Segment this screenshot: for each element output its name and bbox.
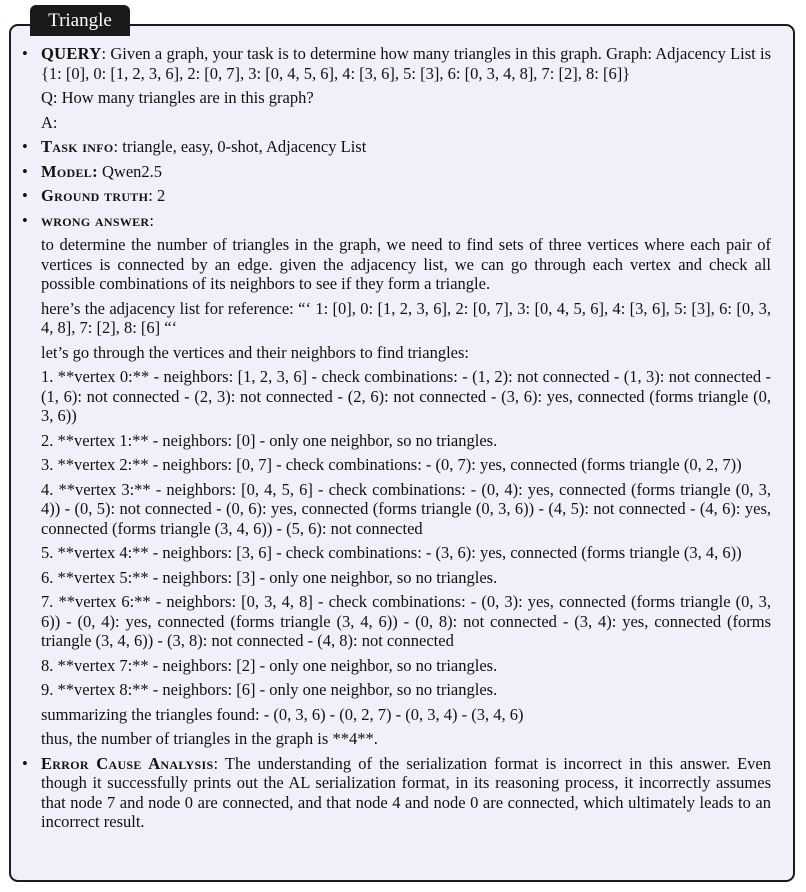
error-cause-item: • Error Cause Analysis: The understanding of the serialization format is incorrect in this answer. Even though it successfully prints out the AL serialization format, in its reasoning process, it incorrectly assumes that node 7 and node 0 are connected, and that node 4 and node 0 are connected, which ultimately leads to an incorrect result. [22, 753, 771, 831]
wrong-answer-item: • wrong answer: to determine the number of triangles in the graph, we need to find sets of three vertices where each pair of vertices is connected by an edge. given the adjacency list, we can go through each vertex and check all possible combinations of its neighbors to see if they form a triangle. here’s the adjacency list for reference: “‘ 1: [0], 0: [1, 2, 3, 6], 2: [0, 7], 3: [0, 4, 5, 6], 4: [3, 6], 5: [3], 6: [0, 3, 4, 8], 7: [2], 8: [6] “‘ let’s go through the vertices and their neighbors to find triangles: 1. **vertex 0:** - neighbors: [1, 2, 3, 6] - check combinations: - (1, 2): not connected - (1, 3): not connected - (1, 6): not connected - (2, 3): not connected - (2, 6): not connected - (3, 6): yes, connected (forms triangle (0, 3, 6)) 2. **vertex 1:** - neighbors: [0] - only one neighbor, so no triangles. 3. **vertex 2:** - neighbors: [0, 7] - check combinations: - (0, 7): yes, connected (forms triangle (0, 2, 7)) 4. **vertex 3:** - neighbors: [0, 4, 5, 6] - check combinations: - (0, 4): yes, connected (forms triangle (0, 3, 4)) - (0, 5): not connected - (0, 6): yes, connected (forms triangle (0, 3, 6)) - (4, 5): not connected - (4, 6): yes, connected (forms triangle (3, 4, 6)) - (5, 6): not connected 5. **vertex 4:** - neighbors: [3, 6] - check combinations: - (3, 6): yes, connected (forms triangle (3, 4, 6)) 6. **vertex 5:** - neighbors: [3] - only one neighbor, so no triangles. 7. **vertex 6:** - neighbors: [0, 3, 4, 8] - check combinations: - (0, 3): yes, connected (forms triangle (0, 3, 6)) - (0, 4): yes, connected (forms triangle (3, 4, 6)) - (0, 8): not connected - (3, 4): yes, connected (forms triangle (3, 4, 6)) - (3, 8): not connected - (4, 8): not connected 8. **vertex 7:** - neighbors: [2] - only one neighbor, so no triangles. 9. **vertex 8:** - neighbors: [6] - only one neighbor, so no triangles. summarizing the triangles found: - (0, 3, 6) - (0, 2, 7) - (0, 3, 4) - (3, 4, 6) thus, the number of triangles in the graph is **4**. [22, 210, 771, 748]
model-item [11, 162, 789, 182]
wrong-answer-paragraph: 5. **vertex 4:** - neighbors: [3, 6] - check combinations: - (3, 6): yes, connected (forms triangle (3, 4, 6)) [41, 543, 742, 562]
query-question: Q: How many triangles are in this graph? [41, 88, 314, 107]
wrong-answer-paragraph: 2. **vertex 1:** - neighbors: [0] - only one neighbor, so no triangles. [41, 430, 498, 450]
query-answer-prompt: A: [41, 112, 58, 132]
wrong-answer-paragraph: 7. **vertex 6:** - neighbors: [0, 3, 4, 8] - check combinations: - (0, 3): yes, connected (forms triangle (0, 3, 6)) - (0, 4): yes, connected (forms triangle (3, 4, 6)) - (0, 8): not connected - (3, 4): yes, connected (forms triangle (3, 4, 6)) - (3, 8): not connected - (4, 8): not connected [41, 592, 771, 650]
task-info-label: Task info [41, 137, 114, 156]
query-item: • QUERY: Given a graph, your task is to determine how many triangles in this graph. Graph: Adjacency List is {1: [0], 0: [1, 2, 3, 6], 2: [0, 7], 3: [0, 4, 5, 6], 4: [3, 6], 5: [3], 6: [0, 3, 4, 8], 7: [2], 8: [6]} Q: How many triangles are in this graph? A: [22, 44, 771, 132]
bullet-icon: • [22, 753, 28, 773]
wrong-answer-paragraph: 9. **vertex 8:** - neighbors: [6] - only one neighbor, so no triangles. [41, 680, 498, 699]
wrong-answer-paragraph: summarizing the triangles found: - (0, 3, 6) - (0, 2, 7) - (0, 3, 4) - (3, 4, 6) [41, 704, 524, 724]
wrong-answer-paragraph: thus, the number of triangles in the graph is **4**. [41, 729, 378, 748]
ground-truth-label: Ground truth [41, 186, 149, 205]
wrong-answer-paragraph: to determine the number of triangles in the graph, we need to find sets of three vertices where each pair of vertices is connected by an edge. given the adjacency list, we can go through each vertex and check all possible combinations of its neighbors to see if they form a triangle. [41, 235, 771, 293]
bullet-icon: • [22, 137, 28, 156]
wrong-answer-paragraph: 6. **vertex 5:** - neighbors: [3] - only one neighbor, so no triangles. [41, 567, 498, 587]
query-text: Given a graph, your task is to determine how many triangles in this graph. Graph: Adjacency List is {1: [0], 0: [1, 2, 3, 6], 2: [0, 7], 3: [0, 4, 5, 6], 4: [3, 6], 5: [3], 6: [0, 3, 4, 8], 7: [2], 8: [6]} [41, 44, 771, 83]
panel-title-tab [30, 5, 130, 36]
model-label: Model: [41, 161, 98, 181]
bullet-icon: • [22, 161, 28, 181]
bullet-icon: • [22, 210, 28, 230]
wrong-answer-paragraph: 8. **vertex 7:** - neighbors: [2] - only one neighbor, so no triangles. [41, 655, 498, 675]
content-list [11, 44, 789, 837]
error-cause-label: Error Cause Analysis [41, 753, 214, 773]
ground-truth-item: • Ground truth: 2 [22, 186, 166, 205]
ground-truth-text: 2 [156, 186, 166, 205]
error-cause-text: The understanding of the serialization format is incorrect in this answer. Even though it successfully prints out the AL serialization format, in its reasoning process, it incorrectly assumes that node 7 and node 0 are connected, and that node 4 and node 0 are connected, which ultimately leads to an incorrect result. [41, 753, 771, 831]
wrong-answer-paragraph: let’s go through the vertices and their neighbors to find triangles: [41, 342, 469, 362]
query-label: QUERY [41, 44, 102, 63]
wrong-answer-paragraph: 1. **vertex 0:** - neighbors: [1, 2, 3, 6] - check combinations: - (1, 2): not connected - (1, 3): not connected - (1, 6): not connected - (2, 3): not connected - (2, 6): not connected - (3, 6): yes, connected (forms triangle (0, 3, 6)) [41, 367, 771, 425]
wrong-answer-paragraph: 3. **vertex 2:** - neighbors: [0, 7] - check combinations: - (0, 7): yes, connected (forms triangle (0, 2, 7)) [41, 455, 742, 474]
task-info-text: triangle, easy, 0-shot, Adjacency List [122, 137, 367, 156]
task-info-item: • Task info: triangle, easy, 0-shot, Adjacency List [22, 137, 367, 156]
wrong-answer-paragraph: here’s the adjacency list for reference: “‘ 1: [0], 0: [1, 2, 3, 6], 2: [0, 7], 3: [0, 4, 5, 6], 4: [3, 6], 5: [3], 6: [0, 3, 4, 8], 7: [2], 8: [6] “‘ [41, 298, 771, 337]
bullet-icon: • [22, 186, 28, 205]
bullet-icon: • [22, 44, 28, 63]
model-text: Qwen2.5 [102, 161, 163, 181]
content-panel [9, 24, 795, 882]
wrong-answer-label: wrong answer [41, 210, 150, 230]
wrong-answer-paragraph: 4. **vertex 3:** - neighbors: [0, 4, 5, 6] - check combinations: - (0, 4): yes, connected (forms triangle (0, 3, 4)) - (0, 5): not connected - (0, 6): yes, connected (forms triangle (0, 3, 6)) - (4, 5): not connected - (4, 6): yes, connected (forms triangle (3, 4, 6)) - (5, 6): not connected [41, 479, 771, 538]
panel-title: Triangle [48, 10, 112, 31]
